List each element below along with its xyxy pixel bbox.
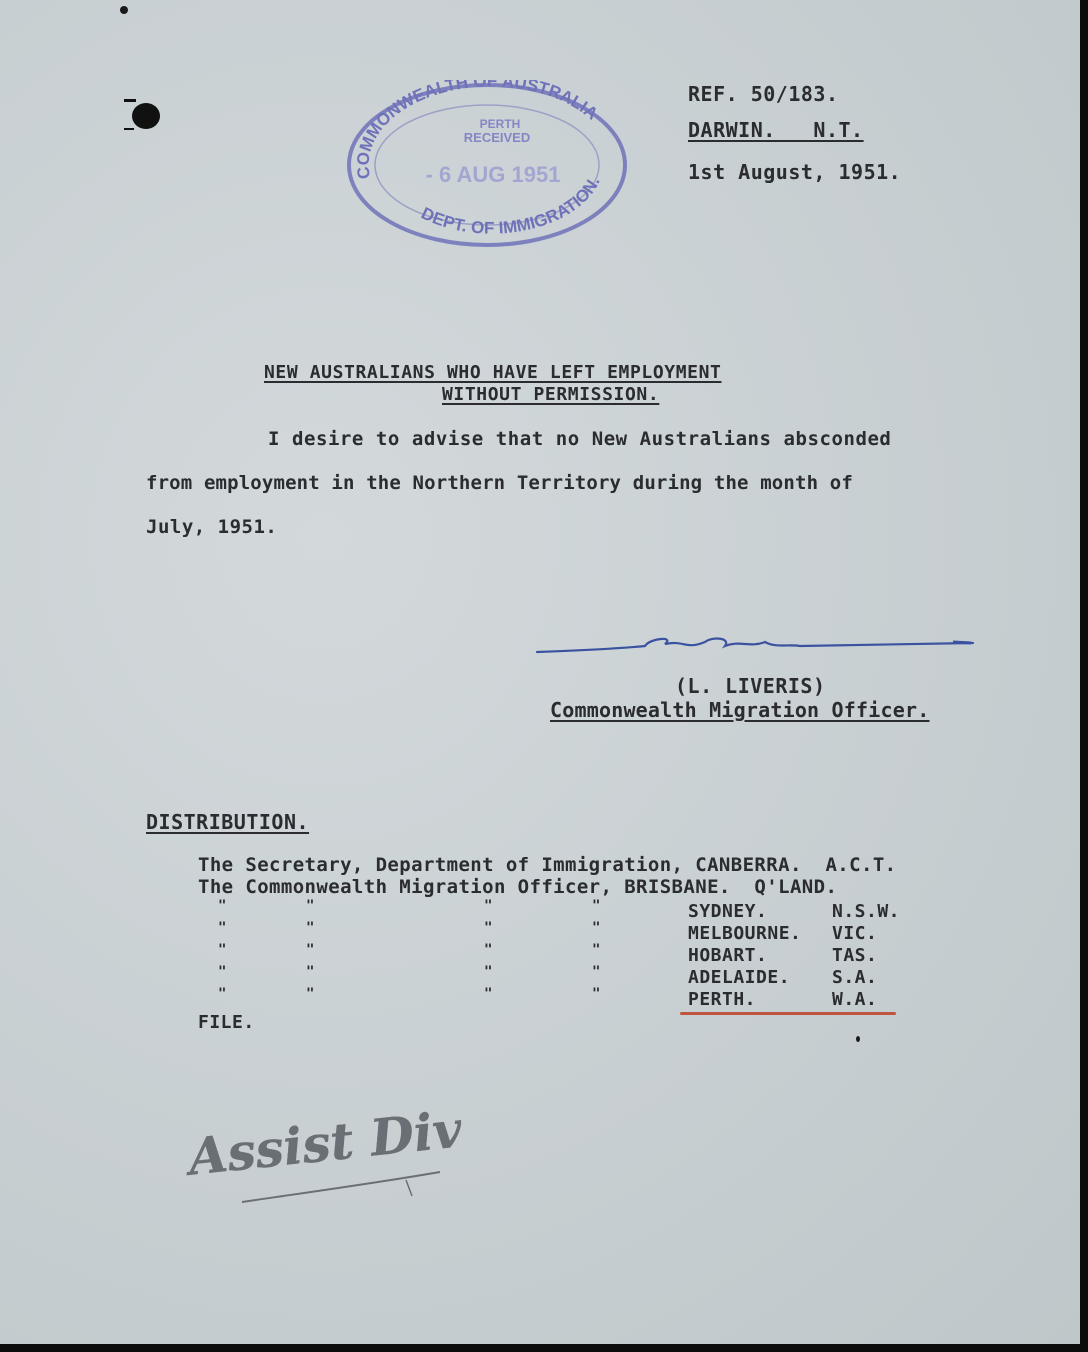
scan-border-bottom (0, 1344, 1088, 1352)
stamp-top-text: COMMONWEALTH OF AUSTRALIA (353, 80, 602, 181)
ditto-mark: " (306, 920, 315, 936)
distribution-city: SYDNEY. (688, 901, 768, 922)
ditto-mark: " (306, 964, 315, 980)
distribution-state: VIC. (832, 923, 878, 944)
distribution-state: W.A. (832, 989, 878, 1010)
file-copy-label: FILE. (198, 1012, 255, 1033)
signatory-title: Commonwealth Migration Officer. (550, 698, 930, 722)
distribution-line-migration-officer: The Commonwealth Migration Officer, BRISBANE. Q'LAND. (198, 876, 838, 898)
distribution-city: HOBART. (688, 945, 768, 966)
reference-number: REF. 50/183. (688, 82, 839, 106)
punch-hole-mark (124, 96, 166, 134)
ditto-mark: " (592, 964, 601, 980)
red-underline-mark (680, 1012, 896, 1015)
signatory-name: (L. LIVERIS) (675, 674, 826, 698)
distribution-state: S.A. (832, 967, 878, 988)
distribution-line-secretary: The Secretary, Department of Immigration, CANBERRA. A.C.T. (198, 854, 897, 876)
stamp-bottom-text: DEPT. OF IMMIGRATION. (418, 173, 604, 238)
ditto-mark: " (592, 920, 601, 936)
ditto-mark: " (484, 986, 493, 1002)
ink-speck (856, 1036, 860, 1042)
ditto-mark: " (592, 942, 601, 958)
distribution-city: MELBOURNE. (688, 923, 802, 944)
ditto-mark: " (484, 920, 493, 936)
letter-date: 1st August, 1951. (688, 160, 902, 184)
ditto-mark: " (218, 986, 227, 1002)
ditto-mark: " (306, 898, 315, 914)
scan-border-right (1080, 0, 1088, 1352)
distribution-state: N.S.W. (832, 901, 901, 922)
received-stamp (345, 80, 630, 250)
stamp-received: RECEIVED (463, 130, 531, 145)
ditto-mark: " (484, 942, 493, 958)
subject-line-2: WITHOUT PERMISSION. (442, 384, 660, 405)
ditto-mark: " (306, 986, 315, 1002)
stamp-date: - 6 AUG 1951 (425, 162, 561, 187)
ditto-mark: " (592, 986, 601, 1002)
signature-mark (535, 628, 975, 668)
ditto-mark: " (218, 920, 227, 936)
distribution-city: PERTH. (688, 989, 757, 1010)
distribution-heading: DISTRIBUTION. (146, 810, 310, 834)
ditto-mark: " (218, 942, 227, 958)
stamp-city: PERTH (479, 117, 521, 131)
ditto-mark: " (218, 964, 227, 980)
ditto-mark: " (218, 898, 227, 914)
subject-line-1: NEW AUSTRALIANS WHO HAVE LEFT EMPLOYMENT (264, 362, 722, 383)
handwritten-note: Assist Div (185, 1099, 465, 1187)
ditto-mark: " (592, 898, 601, 914)
ditto-mark: " (484, 898, 493, 914)
distribution-state: TAS. (832, 945, 878, 966)
handwritten-annotation (180, 1072, 480, 1212)
corner-mark (120, 6, 128, 14)
body-line-1: I desire to advise that no New Australians absconded (268, 428, 892, 450)
body-line-3: July, 1951. (146, 516, 278, 538)
location: DARWIN. N.T. (688, 118, 864, 142)
body-line-2: from employment in the Northern Territory during the month of (146, 472, 853, 494)
ditto-mark: " (484, 964, 493, 980)
distribution-city: ADELAIDE. (688, 967, 791, 988)
ditto-mark: " (306, 942, 315, 958)
